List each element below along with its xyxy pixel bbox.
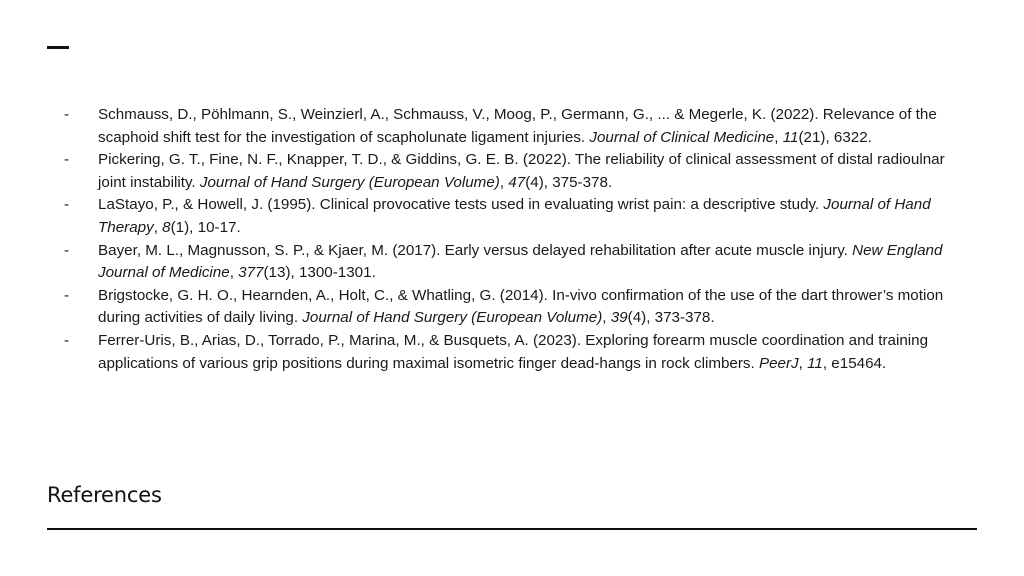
decorative-dash (47, 46, 69, 49)
reference-authors-title: Pickering, G. T., Fine, N. F., Knapper, T. D., & Giddins, G. E. B. (2022). The reliability of clinical assessment of distal radioulnar joint instability. (98, 151, 945, 191)
reference-volume: 11 (782, 128, 799, 146)
reference-separator: , (602, 309, 611, 327)
reference-issue-pages: , e15464. (822, 354, 887, 372)
reference-separator: , (153, 218, 163, 236)
reference-volume: 377 (238, 264, 264, 282)
title-underline (47, 528, 977, 530)
reference-journal: PeerJ (758, 354, 799, 372)
reference-item (64, 240, 964, 285)
reference-authors-title: LaStayo, P., & Howell, J. (1995). Clinical provocative tests used in evaluating wrist pain: a descriptive study. (98, 196, 824, 214)
reference-issue-pages: (13), 1300-1301. (263, 264, 376, 282)
reference-authors-title: Ferrer-Uris, B., Arias, D., Torrado, P., Marina, M., & Busquets, A. (2023). Exploring forearm muscle coordination and training applications of various grip positions during maximal isometric finger dead-hangs in rock climbers. (98, 331, 929, 372)
reference-item (64, 330, 964, 375)
reference-item (64, 149, 964, 194)
reference-issue-pages: (4), 375-378. (525, 173, 613, 191)
bullet-dash: - (64, 196, 70, 214)
bullet-dash: - (64, 331, 70, 349)
slide-title: References (47, 483, 162, 507)
reference-separator: , (798, 354, 808, 372)
reference-authors-title: Bayer, M. L., Magnusson, S. P., & Kjaer, M. (2017). Early versus delayed rehabilitation after acute muscle injury. (98, 241, 853, 259)
reference-volume: 8 (162, 218, 171, 236)
reference-list (64, 104, 964, 375)
reference-issue-pages: (1), 10-17. (170, 218, 241, 236)
reference-item (64, 285, 964, 330)
reference-volume: 47 (508, 173, 526, 191)
reference-journal: Journal of Clinical Medicine (589, 128, 775, 146)
reference-item (64, 194, 964, 239)
reference-journal: Journal of Hand Surgery (European Volume) (199, 173, 500, 191)
bullet-dash: - (64, 241, 70, 259)
reference-volume: 39 (610, 309, 628, 327)
reference-separator: , (499, 173, 509, 191)
reference-separator: , (229, 264, 239, 282)
reference-issue-pages: (4), 373-378. (627, 309, 715, 327)
reference-item (64, 104, 964, 149)
reference-journal: New England Journal of Medicine (98, 241, 943, 282)
bullet-dash: - (64, 286, 70, 304)
reference-journal: Journal of Hand Therapy (98, 196, 931, 236)
reference-journal: Journal of Hand Surgery (European Volume) (302, 309, 603, 327)
reference-issue-pages: (21), 6322. (798, 128, 872, 146)
reference-separator: , (774, 128, 783, 146)
reference-authors-title: Brigstocke, G. H. O., Hearnden, A., Holt, C., & Whatling, G. (2014). In-vivo confirmation of the use of the dart thrower’s motion during activities of daily living. (98, 286, 944, 327)
bullet-dash: - (64, 151, 70, 169)
reference-authors-title: Schmauss, D., Pöhlmann, S., Weinzierl, A., Schmauss, V., Moog, P., Germann, G., ... & Megerle, K. (2022). Relevance of the scaphoid shift test for the investigation of scapholunate ligament injuries. (98, 106, 937, 146)
bullet-dash: - (64, 106, 70, 123)
reference-volume: 11 (807, 354, 823, 372)
